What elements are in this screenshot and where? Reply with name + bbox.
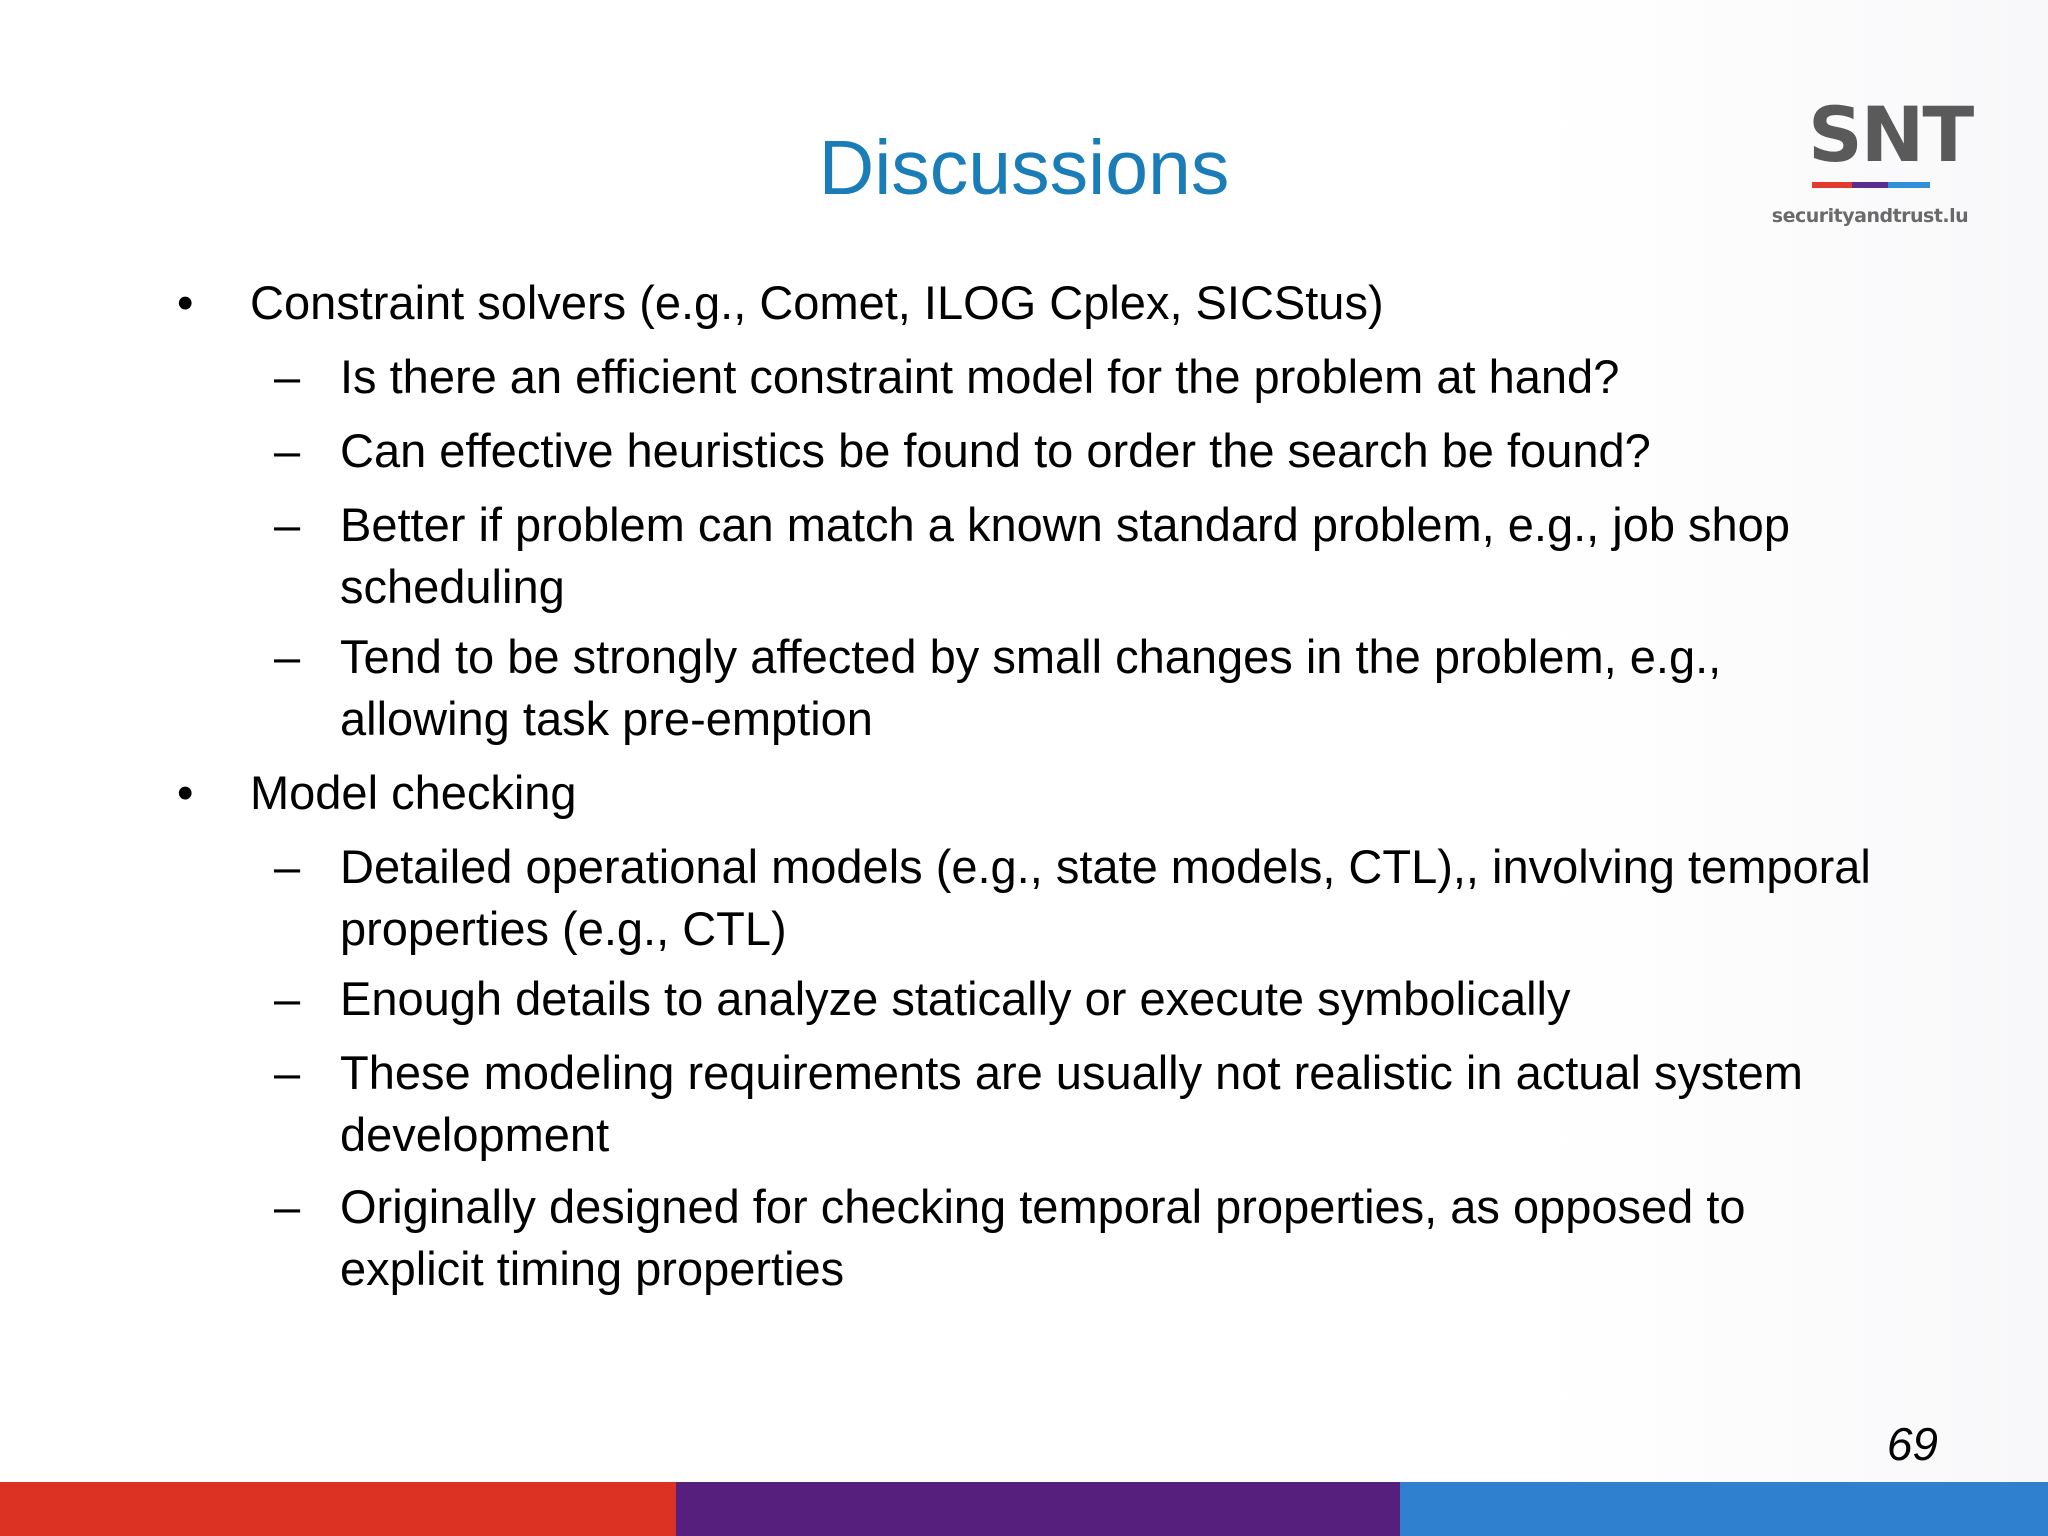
sub-bullet-item (274, 494, 1900, 618)
dash-marker: – (274, 350, 301, 403)
sub-bullet-text: Better if problem can match a known standard problem, e.g., job shop scheduling (340, 498, 1790, 613)
footer-bar-purple (676, 1482, 1400, 1536)
logo-bar-purple (1852, 182, 1888, 188)
sub-bullet-item (274, 420, 1900, 482)
sub-bullet-item (274, 626, 1900, 750)
dash-marker: – (274, 972, 301, 1025)
dash-marker: – (274, 1046, 301, 1099)
bullet-text: Model checking (250, 766, 577, 819)
dash-marker: – (274, 630, 301, 683)
bullet-marker: • (177, 766, 194, 819)
sub-bullet-text: Enough details to analyze statically or execute symbolically (340, 972, 1571, 1025)
bullet-text: Constraint solvers (e.g., Comet, ILOG Cplex, SICStus) (250, 276, 1384, 329)
sub-bullet-item (274, 968, 1900, 1030)
dash-marker: – (274, 424, 301, 477)
page-number: 69 (1886, 1418, 1938, 1470)
logo-bar-red (1812, 182, 1852, 188)
sub-bullet-text: These modeling requirements are usually not realistic in actual system development (340, 1046, 1803, 1161)
footer-bar-red (0, 1482, 676, 1536)
sub-bullet-text: Tend to be strongly affected by small changes in the problem, e.g., allowing task pre-emption (340, 630, 1722, 745)
bullet-item (177, 762, 1900, 824)
logo-url: securityandtrust.lu (1771, 205, 1969, 227)
sub-bullet-item (274, 1042, 1900, 1166)
logo-bar-blue (1888, 182, 1930, 188)
snt-logo (1770, 90, 1973, 242)
slide-title: Discussions (818, 125, 1230, 211)
dash-marker: – (274, 1180, 301, 1233)
footer-bar-blue (1400, 1482, 2048, 1536)
sub-bullet-text: Detailed operational models (e.g., state models, CTL),, involving temporal properties (e.g., CTL) (340, 840, 1871, 955)
sub-bullet-item (274, 836, 1900, 960)
sub-bullet-item (274, 346, 1900, 408)
sub-bullet-item (274, 1176, 1900, 1300)
bullet-item (177, 272, 1900, 334)
sub-bullet-text: Is there an efficient constraint model for the problem at hand? (340, 350, 1620, 403)
logo-mark: SNT (1808, 90, 1973, 179)
dash-marker: – (274, 498, 301, 551)
bullet-marker: • (177, 276, 194, 329)
sub-bullet-text: Can effective heuristics be found to order the search be found? (340, 424, 1651, 477)
dash-marker: – (274, 840, 301, 893)
sub-bullet-text: Originally designed for checking temporal properties, as opposed to explicit timing properties (340, 1180, 1746, 1295)
